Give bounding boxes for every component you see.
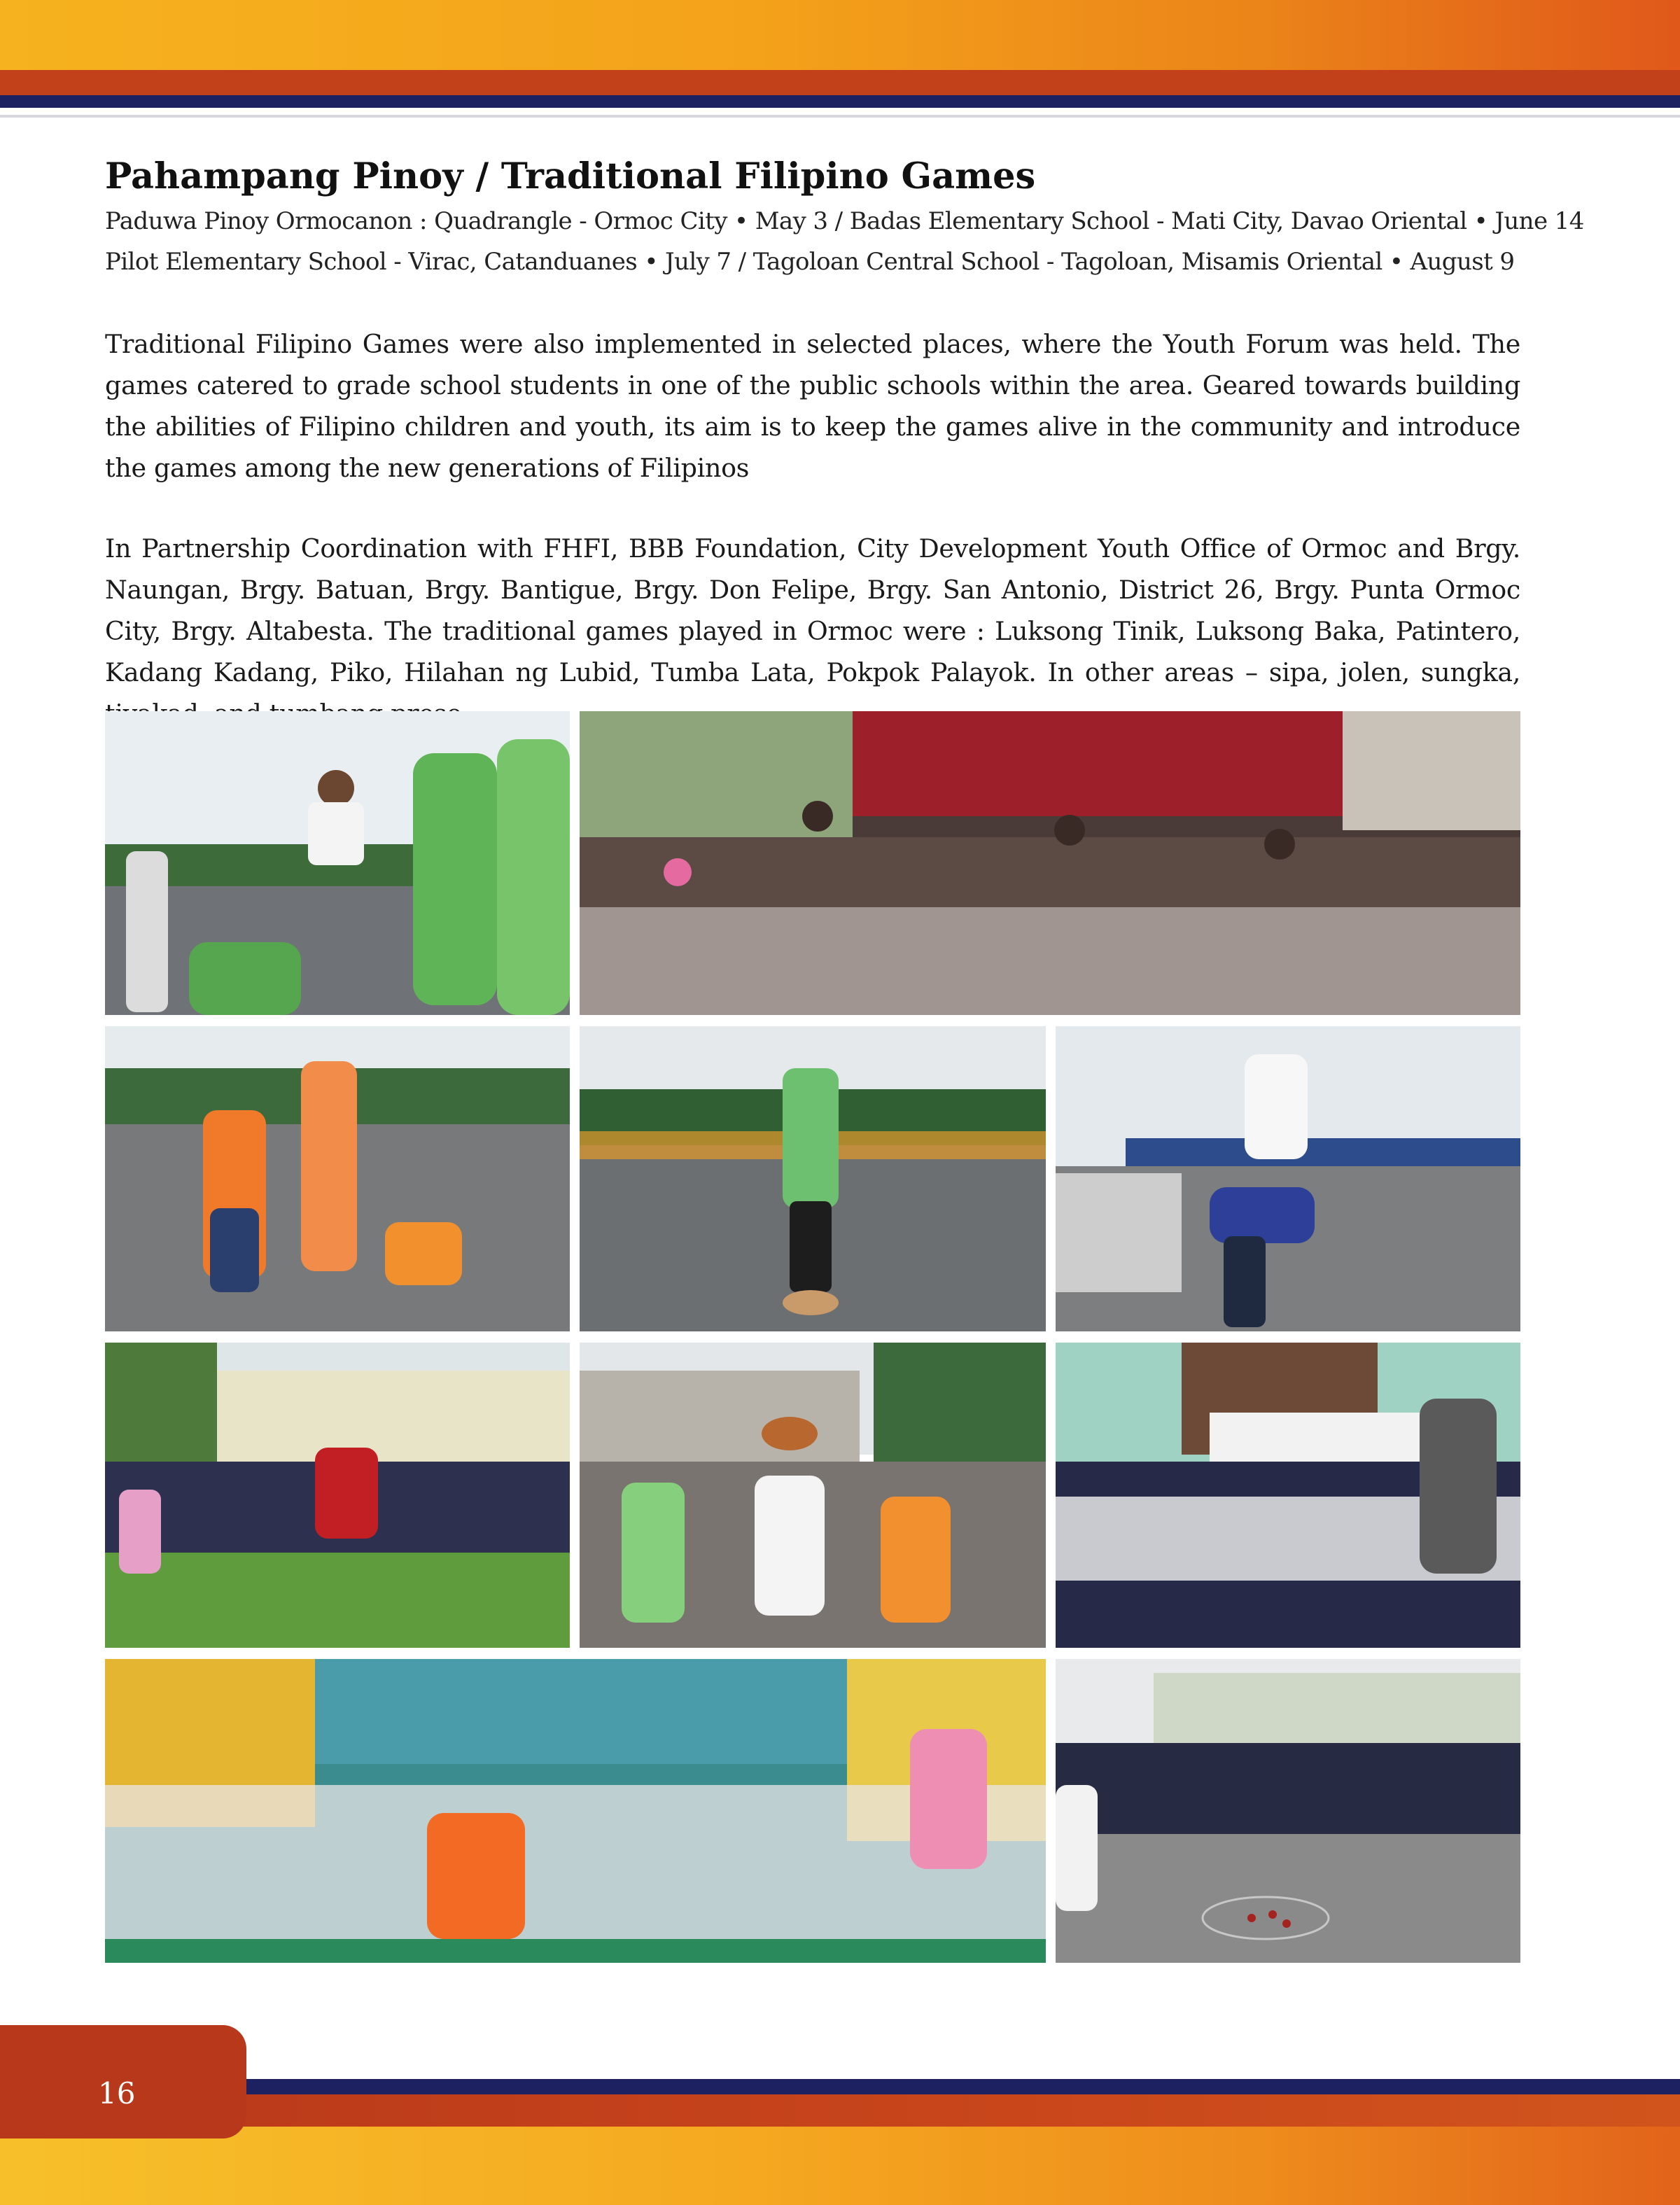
page-number: 16 [98,2076,136,2110]
event-schedule-line-2: Pilot Elementary School - Virac, Catanduanes • July 7 / Tagoloan Central School - Tagoloan, Misamis Oriental • August 9 [105,248,1515,276]
header-red-band [0,70,1680,95]
footer-red-band [0,2094,1680,2127]
photo-group-assembly [580,711,1520,1015]
photo-pokpok-palayok [580,1343,1046,1648]
page-title: Pahampang Pinoy / Traditional Filipino Games [105,155,1036,197]
photo-group-mural [105,1659,1046,1963]
photo-jolen-circle [1056,1659,1520,1963]
footer-gradient-band [0,2127,1680,2205]
header-navy-band [0,95,1680,108]
photo-kadang-kadang [580,1026,1046,1331]
header-divider [0,115,1680,118]
body-paragraph-intro: Traditional Filipino Games were also implemented in selected places, where the Youth Forum was held. The games catered to grade school students in one of the public schools within the area. Geared towards building the abilities of Filipino children and youth, its aim is to keep the games alive in the community and introduce the games among the new generations of Filipinos [105,329,1520,483]
photo-luksong-tinik [105,711,570,1015]
event-schedule-line-1: Paduwa Pinoy Ormocanon : Quadrangle - Ormoc City • May 3 / Badas Elementary School - Mati City, Davao Oriental • June 14 [105,207,1584,235]
body-paragraph-partners: In Partnership Coordination with FHFI, BBB Foundation, City Development Youth Office of Ormoc and Brgy. Naungan, Brgy. Batuan, Brgy. Bantigue, Brgy. Don Felipe, Brgy. San Antonio, District 26, Brgy. Punta Ormoc City, Brgy. Altabesta. The traditional games played in Ormoc were : Luksong Tinik, Luksong Baka, Patintero, Kadang Kadang, Piko, Hilahan ng Lubid, Tumba Lata, Pokpok Palayok. In other areas – sipa, jolen, sungka, [105,533,1520,687]
photo-boy-playing [105,1026,570,1331]
photo-group-banner [1056,1343,1520,1648]
header-gradient-band [0,0,1680,70]
footer-navy-band [0,2079,1680,2094]
photo-luksong-baka [1056,1026,1520,1331]
photo-group-grass [105,1343,570,1648]
